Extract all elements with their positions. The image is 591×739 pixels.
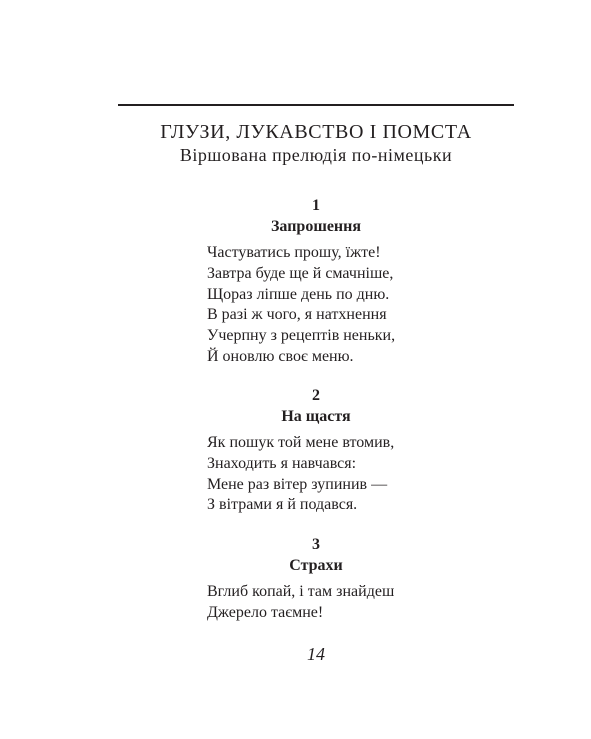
poem-line: Як пошук той мене втомив, bbox=[207, 434, 395, 451]
poem-line: Вглиб копай, і там знайдеш bbox=[207, 583, 395, 600]
poem-stanza bbox=[207, 433, 394, 516]
poem-line: Частуватись прошу, їжте! bbox=[207, 244, 381, 261]
poem-line: Джерело таємне! bbox=[207, 603, 324, 621]
poem-stanza bbox=[207, 243, 395, 368]
section-title: На щастя bbox=[281, 408, 351, 425]
poem-line: Мене раз вітер зупинив — bbox=[207, 475, 388, 493]
section-title: Запрошення bbox=[270, 218, 362, 235]
poem-line: Учерпну з рецептів неньки, bbox=[207, 327, 396, 345]
poem-line: Завтра буде ще й смачніше, bbox=[207, 264, 394, 282]
poem-line: Знаходить я навчався: bbox=[207, 454, 357, 472]
section-number: 3 bbox=[312, 536, 320, 553]
poem-line: Щораз ліпше день по дню. bbox=[207, 285, 390, 303]
poem-line: З вітрами я й подався. bbox=[207, 496, 358, 514]
header-rule bbox=[118, 104, 514, 106]
section-number: 2 bbox=[312, 387, 320, 404]
poem-line: Й оновлю своє меню. bbox=[207, 347, 354, 365]
section-title: Страхи bbox=[289, 557, 343, 574]
page-number: 14 bbox=[307, 644, 325, 664]
poem-line: В разі ж чого, я натхнення bbox=[207, 306, 387, 324]
poem-stanza bbox=[207, 582, 394, 624]
section-number: 1 bbox=[312, 197, 320, 214]
page-title: ГЛУЗИ, ЛУКАВСТВО І ПОМСТА bbox=[160, 121, 472, 143]
page-subtitle: Віршована прелюдія по-німецьки bbox=[179, 145, 453, 165]
